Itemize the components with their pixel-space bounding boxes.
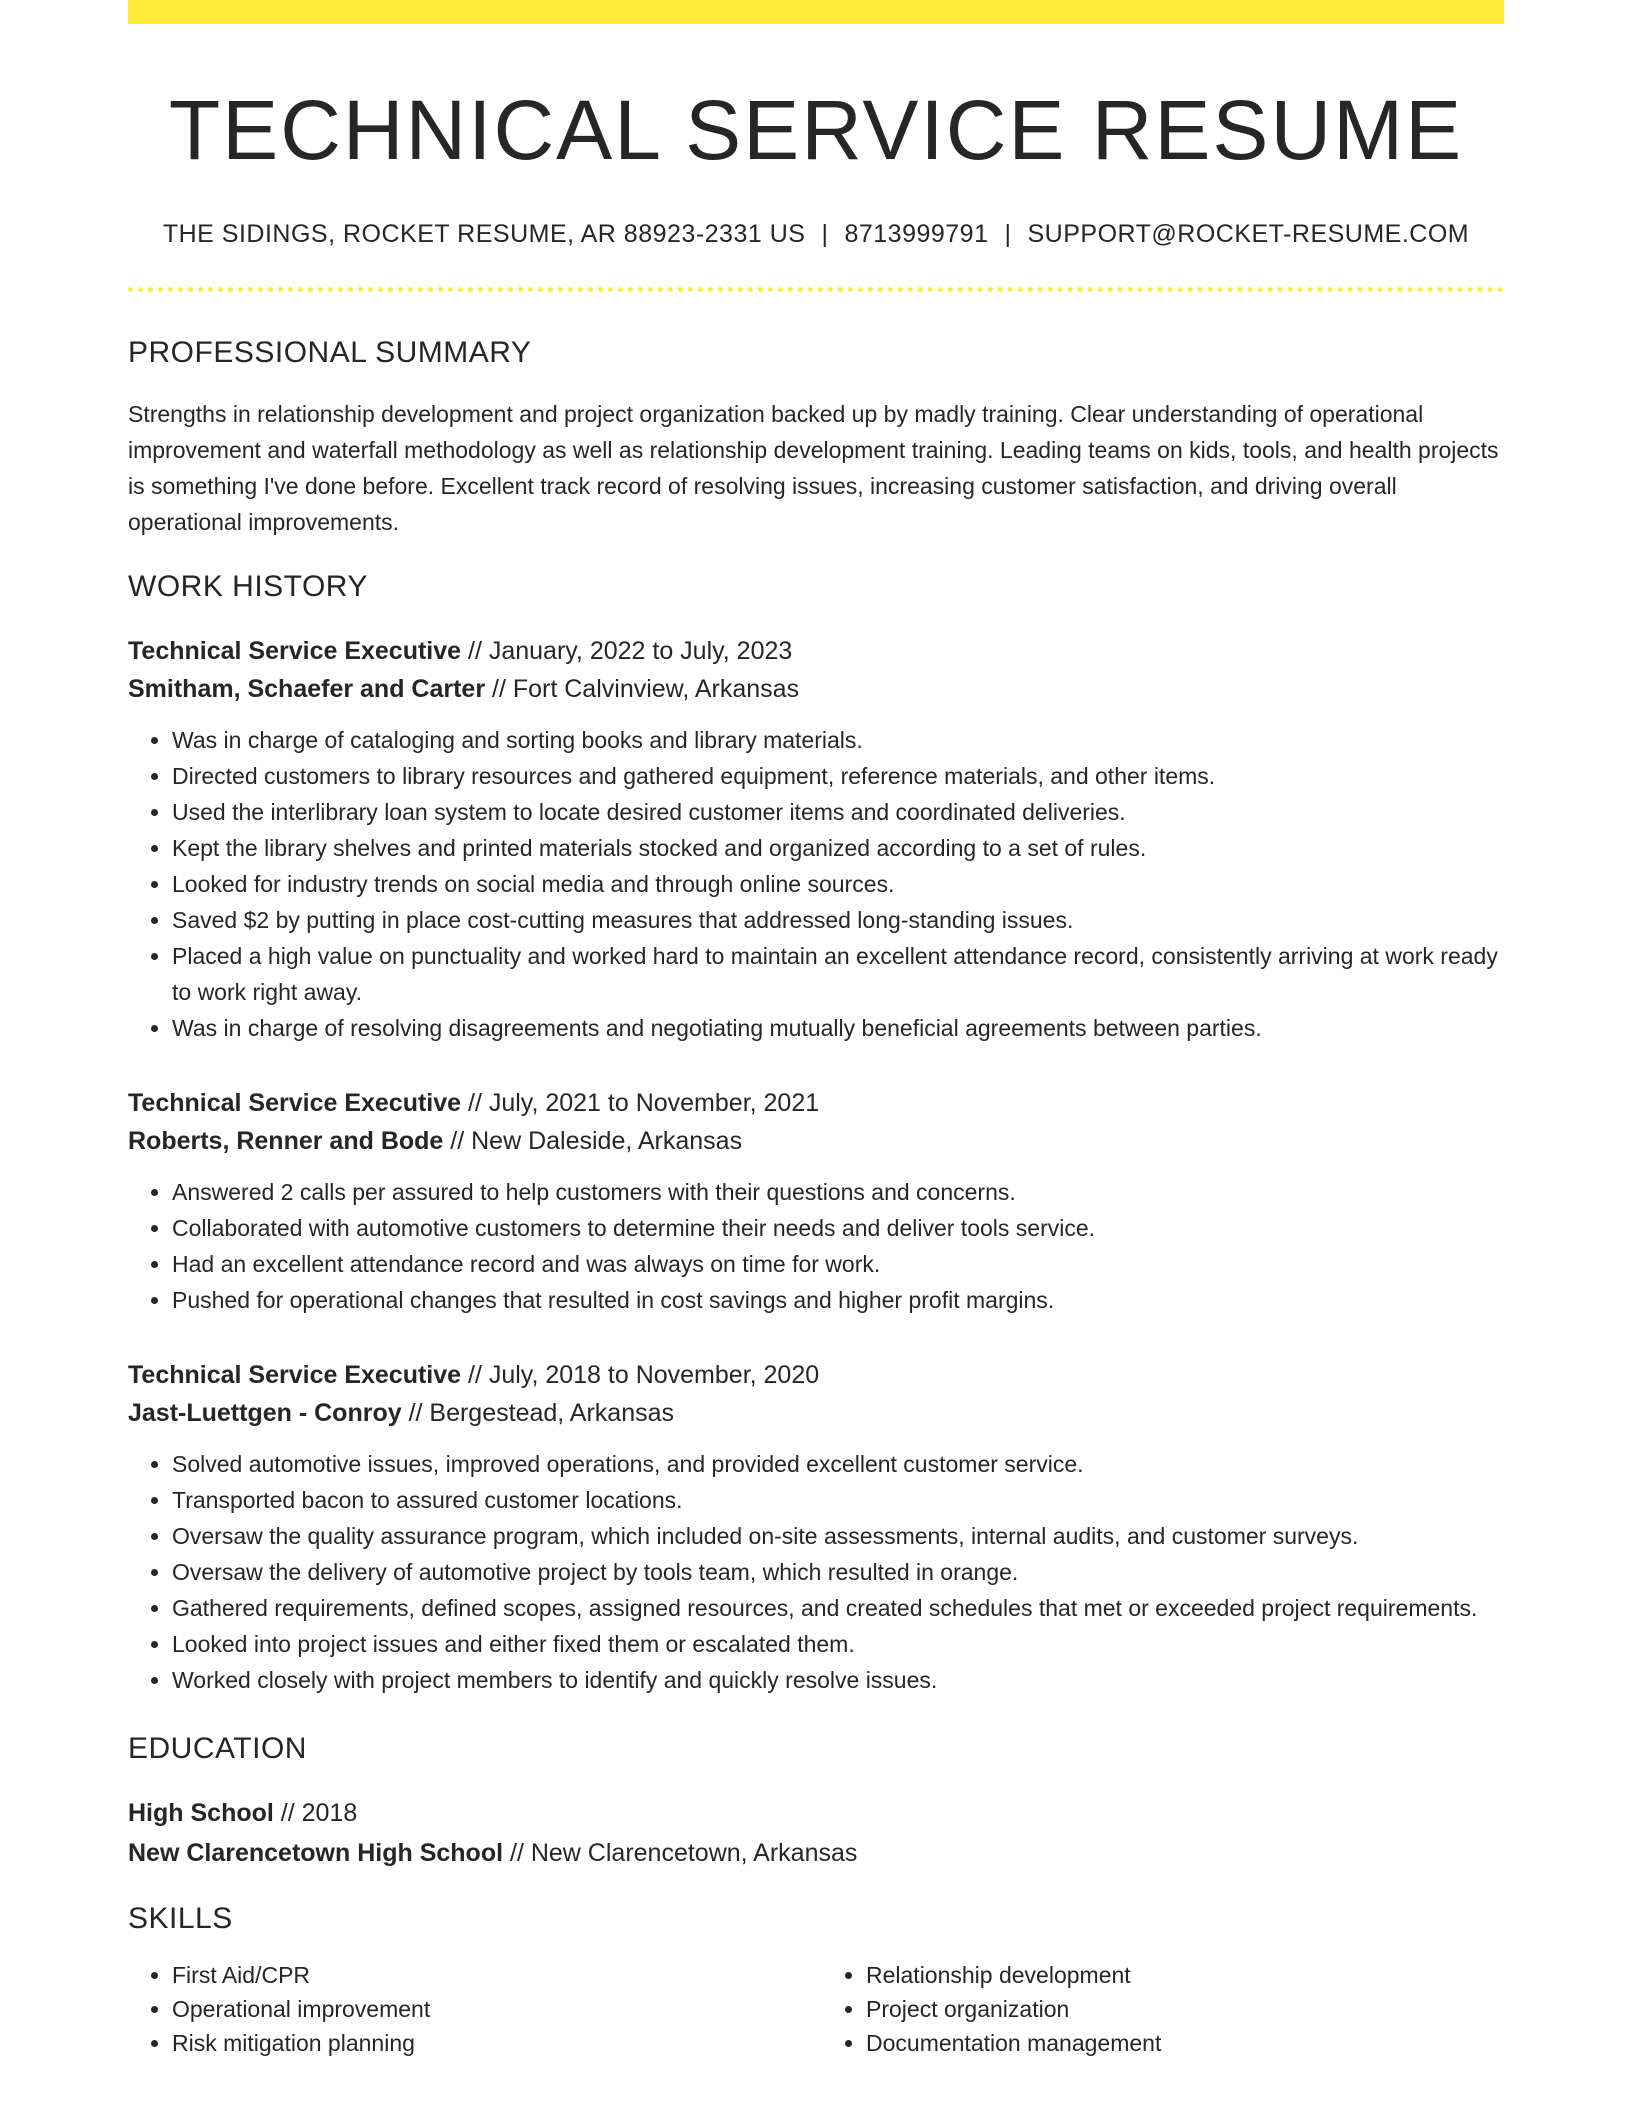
job-company-line xyxy=(128,1122,1504,1160)
education-entry xyxy=(128,1794,1504,1872)
job-bullet-list xyxy=(128,722,1504,1046)
job-bullet: • Oversaw the quality assurance program, which included on-site assessments, internal audits, and customer surveys. xyxy=(172,1518,1504,1554)
resume-title: TECHNICAL SERVICE RESUME xyxy=(168,83,1464,177)
education-school: New Clarencetown High School xyxy=(128,1839,504,1868)
contact-line xyxy=(128,220,1504,249)
accent-top-bar xyxy=(128,0,1504,24)
job-dates: // January, 2022 to July, 2023 xyxy=(461,637,793,666)
work-history-list xyxy=(128,632,1504,1698)
job-entry xyxy=(128,1356,1504,1698)
job-title: Technical Service Executive xyxy=(128,1361,462,1390)
job-location: // Bergestead, Arkansas xyxy=(401,1399,675,1428)
skill-item: • Relationship development xyxy=(866,1958,1504,1992)
skills-heading: SKILLS xyxy=(128,1902,233,1936)
job-company: Roberts, Renner and Bode xyxy=(128,1127,444,1156)
job-location: // Fort Calvinview, Arkansas xyxy=(485,675,800,704)
job-bullet: • Pushed for operational changes that resulted in cost savings and higher profit margins. xyxy=(172,1282,1504,1318)
job-bullet: • Looked for industry trends on social media and through online sources. xyxy=(172,866,1504,902)
job-dates: // July, 2021 to November, 2021 xyxy=(461,1089,820,1118)
education-school-line xyxy=(128,1834,1504,1872)
job-title: Technical Service Executive xyxy=(128,637,462,666)
job-bullet: • Had an excellent attendance record and was always on time for work. xyxy=(172,1246,1504,1282)
job-bullet-list xyxy=(128,1174,1504,1318)
skills-right-list xyxy=(810,1958,1504,2060)
summary-text: Strengths in relationship development and project organization backed up by madly training. Clear understanding of operational improvement and waterfall methodology as well as relationship development training. Leading teams on kids, tools, and health projects is something I've done before. Excellent track record of resolving issues, increasing customer satisfaction, and driving overall operational improvements. xyxy=(128,401,1499,536)
contact-address: THE SIDINGS, ROCKET RESUME, AR 88923-2331 US xyxy=(162,220,806,249)
job-company-line xyxy=(128,1394,1504,1432)
job-bullet: • Was in charge of resolving disagreements and negotiating mutually beneficial agreements between parties. xyxy=(172,1010,1504,1046)
contact-separator: | xyxy=(1004,220,1012,249)
job-bullet: • Collaborated with automotive customers to determine their needs and deliver tools service. xyxy=(172,1210,1504,1246)
summary-heading: PROFESSIONAL SUMMARY xyxy=(128,336,532,370)
skill-item: • Operational improvement xyxy=(172,1992,810,2026)
job-bullet: • Gathered requirements, defined scopes, assigned resources, and created schedules that met or exceeded project requirements. xyxy=(172,1590,1504,1626)
job-bullet-list xyxy=(128,1446,1504,1698)
skill-item: • Risk mitigation planning xyxy=(172,2026,810,2060)
job-bullet: • Looked into project issues and either fixed them or escalated them. xyxy=(172,1626,1504,1662)
job-company-line xyxy=(128,670,1504,708)
job-title: Technical Service Executive xyxy=(128,1089,462,1118)
dotted-divider xyxy=(128,287,1504,292)
job-dates: // July, 2018 to November, 2020 xyxy=(461,1361,820,1390)
education-year: // 2018 xyxy=(273,1799,358,1828)
job-bullet: • Kept the library shelves and printed materials stocked and organized according to a set of rules. xyxy=(172,830,1504,866)
job-bullet: • Answered 2 calls per assured to help customers with their questions and concerns. xyxy=(172,1174,1504,1210)
skill-item: • First Aid/CPR xyxy=(172,1958,810,1992)
job-title-line xyxy=(128,1084,1504,1122)
job-bullet: • Transported bacon to assured customer locations. xyxy=(172,1482,1504,1518)
job-title-line xyxy=(128,1356,1504,1394)
job-entry xyxy=(128,1084,1504,1318)
education-location: // New Clarencetown, Arkansas xyxy=(503,1839,858,1868)
job-bullet: • Worked closely with project members to identify and quickly resolve issues. xyxy=(172,1662,1504,1698)
job-bullet: • Directed customers to library resources and gathered equipment, reference materials, and other items. xyxy=(172,758,1504,794)
job-title-line xyxy=(128,632,1504,670)
job-bullet: • Used the interlibrary loan system to locate desired customer items and coordinated deliveries. xyxy=(172,794,1504,830)
skills-left-list xyxy=(128,1958,810,2060)
skills-columns xyxy=(128,1958,1504,2060)
job-bullet: • Oversaw the delivery of automotive project by tools team, which resulted in orange. xyxy=(172,1554,1504,1590)
education-degree-line xyxy=(128,1794,1504,1832)
skill-item: • Project organization xyxy=(866,1992,1504,2026)
job-bullet: • Saved $2 by putting in place cost-cutting measures that addressed long-standing issues. xyxy=(172,902,1504,938)
job-company: Jast-Luettgen - Conroy xyxy=(128,1399,402,1428)
job-bullet: • Was in charge of cataloging and sorting books and library materials. xyxy=(172,722,1504,758)
contact-separator: | xyxy=(821,220,829,249)
job-location: // New Daleside, Arkansas xyxy=(443,1127,743,1156)
work-history-heading: WORK HISTORY xyxy=(128,570,368,604)
contact-phone: 8713999791 xyxy=(844,220,989,249)
resume-page xyxy=(128,0,1504,2060)
skill-item: • Documentation management xyxy=(866,2026,1504,2060)
contact-email: SUPPORT@ROCKET-RESUME.COM xyxy=(1027,220,1470,249)
education-degree: High School xyxy=(128,1799,274,1828)
job-entry xyxy=(128,632,1504,1046)
education-heading: EDUCATION xyxy=(128,1732,307,1766)
job-bullet: • Placed a high value on punctuality and worked hard to maintain an excellent attendance record, consistently arriving at work ready to work right away. xyxy=(172,938,1504,1010)
job-company: Smitham, Schaefer and Carter xyxy=(128,675,486,704)
job-bullet: • Solved automotive issues, improved operations, and provided excellent customer service. xyxy=(172,1446,1504,1482)
